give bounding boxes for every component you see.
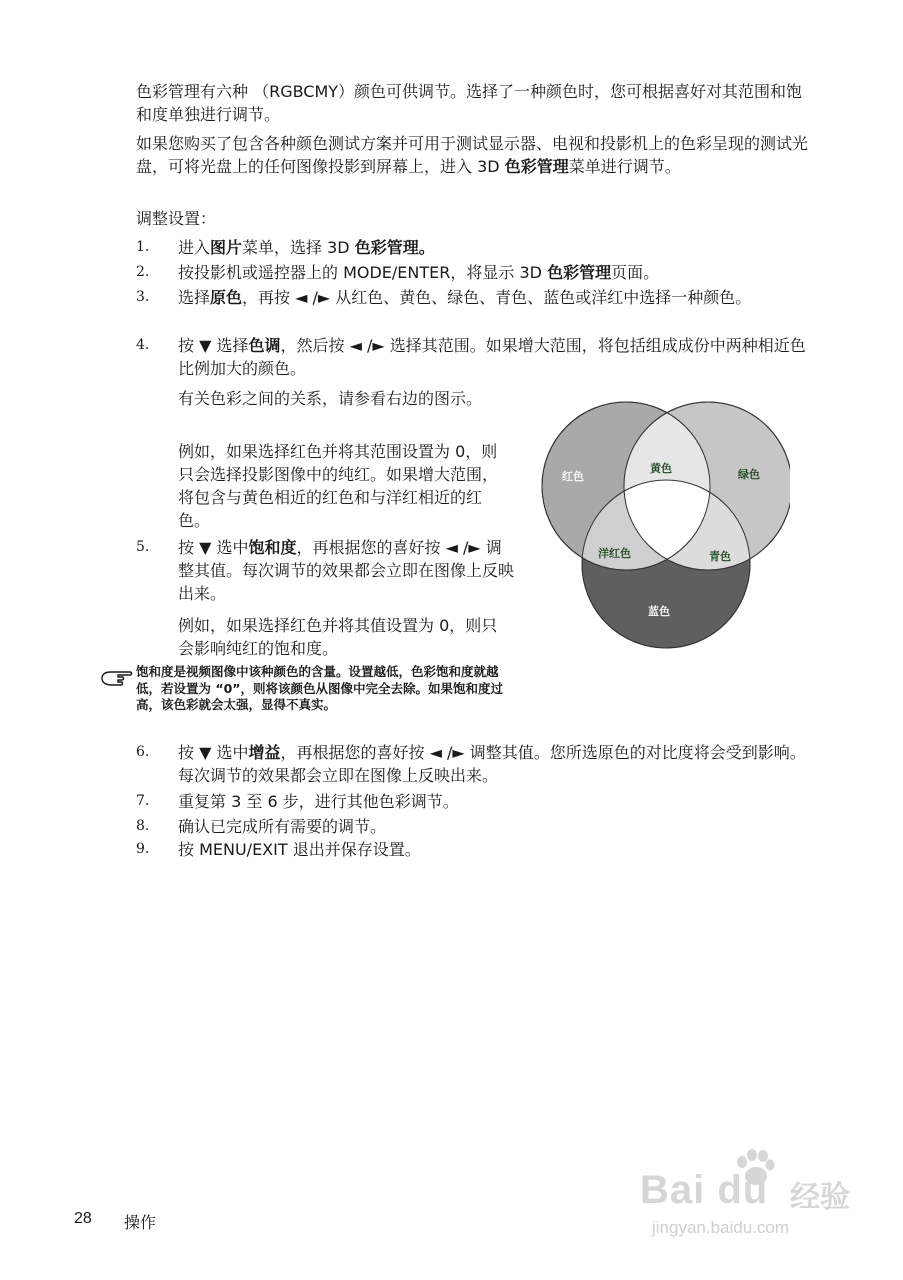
yellow-label: 黄色 — [650, 462, 672, 475]
step-text: 选择原色，再按 ◄ /► 从红色、黄色、绿色、青色、蓝色或洋红中选择一种颜色。 — [178, 288, 752, 307]
step-text: 进入图片菜单，选择 3D 色彩管理。 — [178, 238, 435, 257]
section-label: 操作 — [124, 1213, 157, 1232]
intro-paragraph-1: 色彩管理有六种 （RGBCMY）颜色可供调节。选择了一种颜色时，您可根据喜好对其范围和饱和度单独进行调节。 — [136, 82, 803, 124]
red-label: 红色 — [562, 470, 584, 483]
green-label: 绿色 — [738, 468, 760, 481]
note-text: 饱和度是视频图像中该种颜色的含量。设置越低，色彩饱和度就越低，若设置为 “0”，则将该颜色从图像中完全去除。如果饱和度过高，该色彩就会太强，显得不真实。 — [136, 664, 503, 712]
intro-paragraph-3: 调整设置： — [136, 209, 217, 228]
baidu-watermark — [640, 1148, 880, 1248]
step-4-note-1: 有关色彩之间的关系，请参看右边的图示。 — [178, 389, 483, 408]
step-text: 重复第 3 至 6 步，进行其他色彩调节。 — [178, 792, 459, 811]
step-number: 3. — [136, 289, 150, 305]
watermark-brand: Bai du — [640, 1168, 769, 1212]
step-number: 1. — [136, 239, 150, 255]
step-number: 5. — [136, 539, 150, 555]
step-text: 按 ▼ 选中饱和度，再根据您的喜好按 ◄ /► 调整其值。每次调节的效果都会立即在图像上反映出来。 — [178, 538, 515, 603]
page-number: 28 — [74, 1210, 92, 1227]
step-number: 4. — [136, 337, 150, 353]
step-number: 9. — [136, 841, 150, 857]
step-text: 按 ▼ 选中增益，再根据您的喜好按 ◄ /► 调整其值。您所选原色的对比度将会受到影响。每次调节的效果都会立即在图像上反映出来。 — [178, 743, 806, 785]
cyan-label: 青色 — [709, 550, 731, 563]
step-number: 2. — [136, 264, 150, 280]
color-venn-diagram — [530, 400, 790, 656]
step-text: 按 ▼ 选择色调，然后按 ◄ /► 选择其范围。如果增大范围，将包括组成成份中两种相近色比例加大的颜色。 — [178, 336, 806, 378]
pointing-hand-icon — [100, 666, 134, 688]
watermark-brand-cn: 经验 — [790, 1180, 850, 1215]
step-text: 确认已完成所有需要的调节。 — [178, 817, 387, 836]
step-number: 7. — [136, 793, 150, 809]
step-number: 8. — [136, 818, 150, 834]
step-text: 按投影机或遥控器上的 MODE/ENTER，将显示 3D 色彩管理页面。 — [178, 263, 660, 282]
magenta-label: 洋红色 — [598, 547, 631, 560]
step-text: 按 MENU/EXIT 退出并保存设置。 — [178, 840, 421, 859]
step-number: 6. — [136, 744, 150, 760]
step-5-note: 例如，如果选择红色并将其值设置为 0，则只会影响纯红的饱和度。 — [178, 616, 498, 658]
intro-paragraph-2: 如果您购买了包含各种颜色测试方案并可用于测试显示器、电视和投影机上的色彩呈现的测试光盘，可将光盘上的任何图像投影到屏幕上，进入 3D 色彩管理菜单进行调节。 — [136, 134, 809, 176]
step-4-note-2: 例如，如果选择红色并将其范围设置为 0，则只会选择投影图像中的纯红。如果增大范围，将包含与黄色相近的红色和与洋红相近的红色。 — [178, 442, 499, 530]
blue-label: 蓝色 — [648, 605, 670, 618]
watermark-url: jingyan.baidu.com — [652, 1218, 790, 1237]
